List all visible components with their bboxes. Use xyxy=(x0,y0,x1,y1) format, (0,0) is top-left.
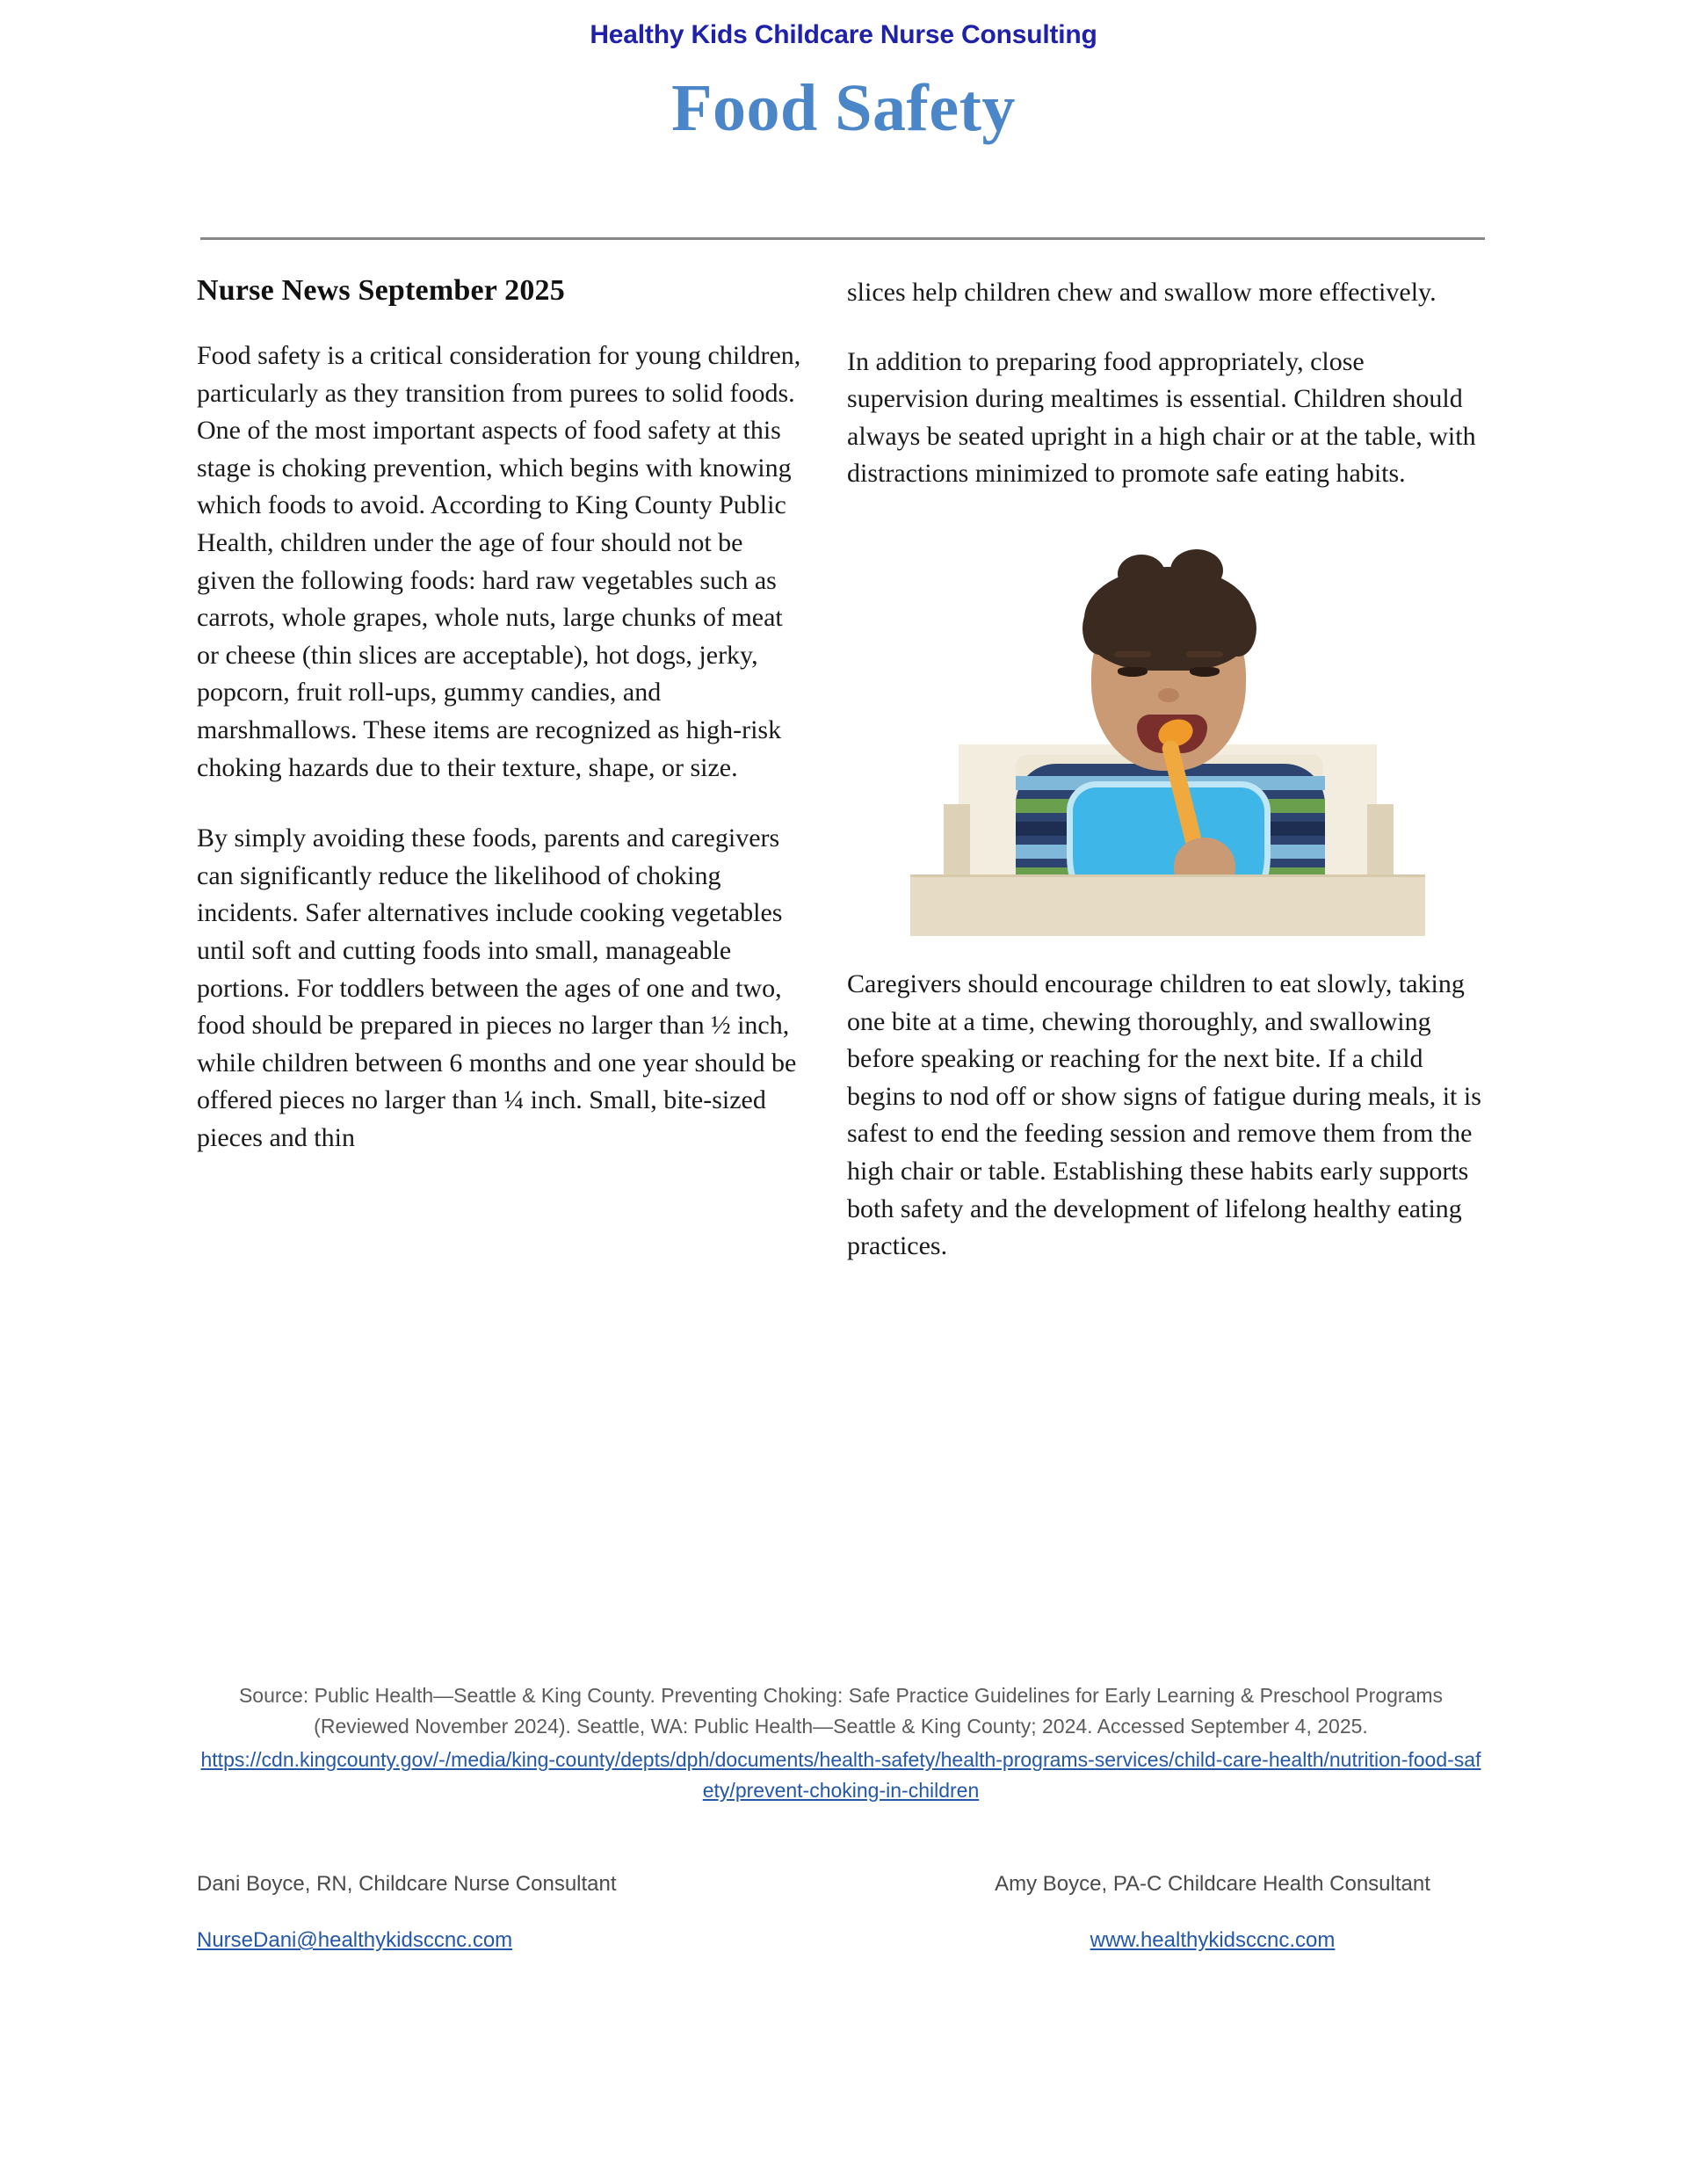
footer xyxy=(197,1872,1485,1953)
source-citation-text: Source: Public Health—Seattle & King County. Preventing Choking: Safe Practice Guidelines for Early Learning & Preschool Programs (Reviewed November 2024). Seattle, WA: Public Health—Seattle & King County; 2024. Accessed September 4, 2025. xyxy=(238,1684,1444,1738)
hair-curl xyxy=(1118,555,1165,593)
child-eye-left xyxy=(1118,667,1148,677)
child-eye-right xyxy=(1190,667,1220,677)
consultant-name-left: Dani Boyce, RN, Childcare Nurse Consultant xyxy=(197,1872,617,1896)
two-column-body xyxy=(0,274,1687,1297)
consultant-name-right: Amy Boyce, PA-C Childcare Health Consultant xyxy=(995,1872,1430,1896)
email-link[interactable]: NurseDani@healthykidsccnc.com xyxy=(197,1928,513,1952)
child-eyebrow-right xyxy=(1186,651,1223,657)
right-column xyxy=(847,274,1488,1297)
hair-curl xyxy=(1170,549,1223,591)
child-eyebrow-left xyxy=(1114,651,1151,657)
website-link[interactable]: www.healthykidsccnc.com xyxy=(1090,1928,1336,1952)
source-url-link[interactable]: https://cdn.kingcounty.gov/-/media/king-county/depts/dph/documents/health-safety/health-programs-services/child-care-health/nutrition-food-safety/prevent-choking-in-children xyxy=(200,1747,1481,1802)
masthead xyxy=(0,0,1687,144)
footer-email-cell xyxy=(197,1928,742,1953)
photo-container xyxy=(847,525,1488,936)
hair-curl xyxy=(1082,602,1118,655)
child-nose xyxy=(1158,688,1179,702)
toddler-eating-photo xyxy=(910,525,1425,936)
paragraph: slices help children chew and swallow more effectively. xyxy=(847,278,1437,307)
hair-curl xyxy=(1220,600,1256,657)
organization-name: Healthy Kids Childcare Nurse Consulting xyxy=(590,20,1097,49)
paragraph: In addition to preparing food appropriately, close supervision during mealtimes is essential. Children should always be seated upright in a high chair or at the table, with distractions minimized to promote safe eating habits. xyxy=(847,346,1476,489)
paragraph: By simply avoiding these foods, parents and caregivers can significantly reduce the likelihood of choking incidents. Safer alternatives include cooking vegetables until soft and cutting foods into small, manageable portions. For toddlers between the ages of one and two, food should be prepared in pieces no larger than ½ inch, while children between 6 months and one year should be offered pieces no larger than ¼ inch. Small, bite-sized pieces and thin xyxy=(197,824,797,1152)
footer-names-row xyxy=(197,1872,1485,1897)
left-column xyxy=(197,274,847,1297)
section-heading: Nurse News September 2025 xyxy=(197,274,565,307)
source-citation-block xyxy=(197,1680,1485,1806)
paragraph: Food safety is a critical consideration for young children, particularly as they transition from purees to solid foods. One of the most important aspects of food safety at this stage is choking prevention, which begins with knowing which foods to avoid. According to King County Public Health, children under the age of four should not be given the following foods: hard raw vegetables such as carrots, whole grapes, whole nuts, large chunks of meat or cheese (thin slices are acceptable), hot dogs, jerky, popcorn, fruit roll-ups, gummy candies, and marshmallows. These items are recognized as high-risk choking hazards due to their texture, shape, or size. xyxy=(197,341,801,782)
header-divider xyxy=(200,237,1485,240)
footer-website-cell xyxy=(940,1928,1485,1953)
high-chair-tray xyxy=(910,874,1425,936)
footer-links-row xyxy=(197,1928,1485,1953)
paragraph: Caregivers should encourage children to eat slowly, taking one bite at a time, chewing thoroughly, and swallowing before speaking or reaching for the next bite. If a child begins to nod off or show signs of fatigue during meals, it is safest to end the feeding session and remove them from the high chair or table. Establishing these habits early supports both safety and the development of lifelong healthy eating practices. xyxy=(847,969,1481,1261)
page-title: Food Safety xyxy=(671,71,1016,145)
